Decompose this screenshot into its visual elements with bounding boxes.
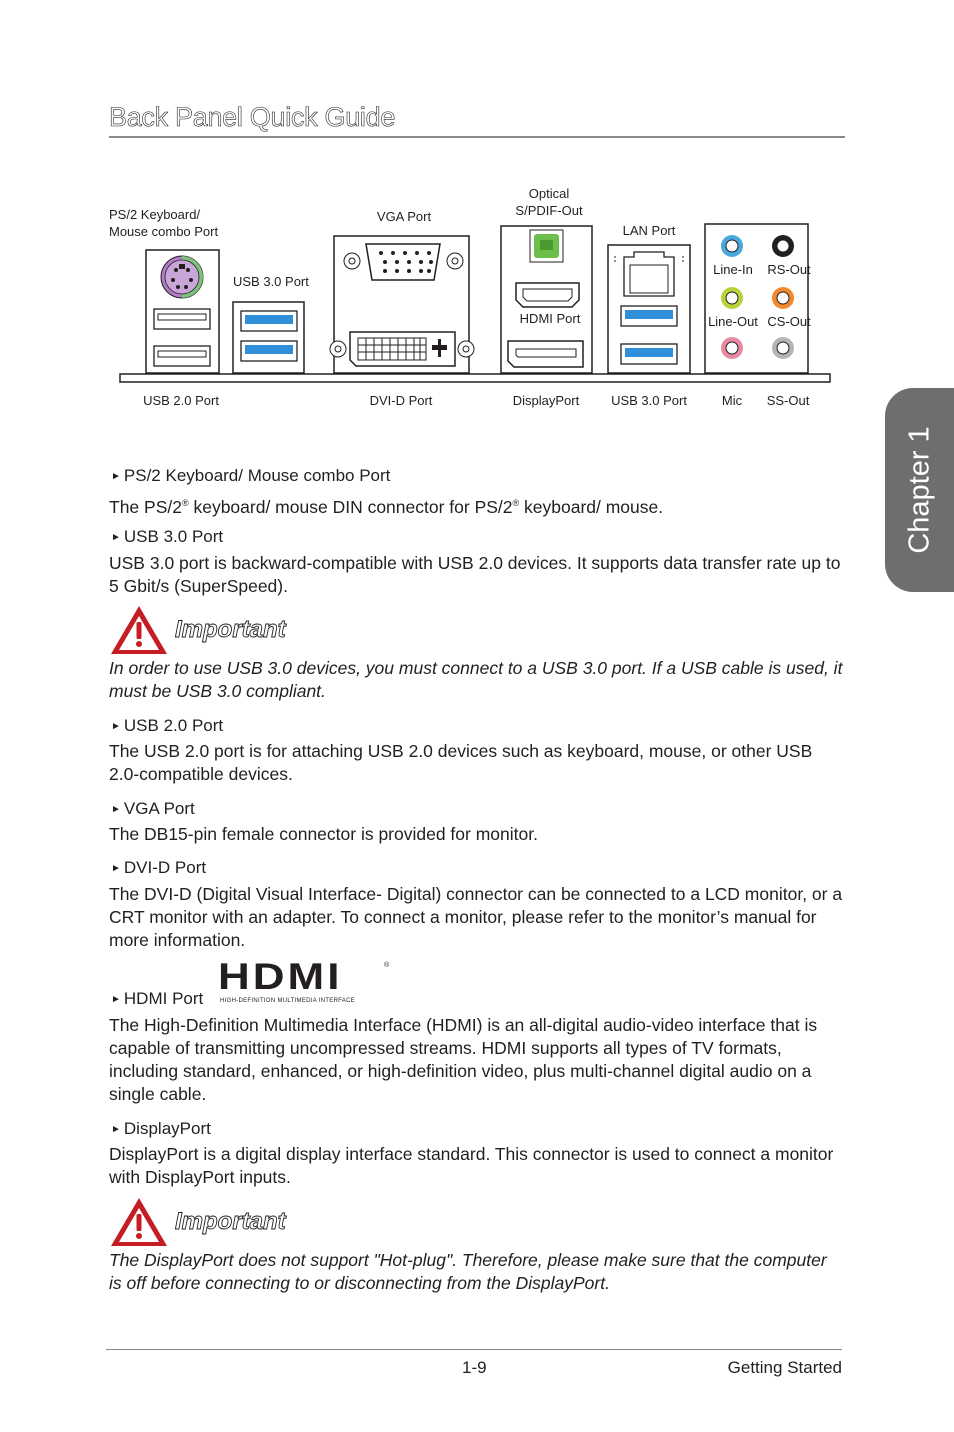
vga-dvi-block [330,236,474,373]
section-heading-usb20: ► USB 2.0 Port [111,716,224,735]
important-note-usb30 [109,604,286,661]
label-usb20: USB 2.0 Port [143,393,219,408]
lan-usb30-block [608,245,690,373]
important-text-displayport: The DisplayPort does not support "Hot-plug". Therefore, please make sure that the computer is off before connecting to or disconnecting from the DisplayPort. [109,1250,827,1293]
panel-base [120,374,830,382]
label-ps2-line2: Mouse combo Port [109,224,219,239]
section-body-usb30: USB 3.0 port is backward-compatible with USB 2.0 devices. It supports data transfer rate up to 5 Gbit/s (SuperSpeed). [109,553,841,596]
label-dvid: DVI-D Port [369,393,433,408]
bullet-triangle-icon: ► [111,804,121,815]
label-usb30-left: USB 3.0 Port [233,274,309,289]
audio-jacks-block [705,224,811,373]
section-body-vga: The DB15-pin female connector is provided for monitor. [109,824,538,844]
label-rs-out: RS-Out [767,262,811,277]
label-usb30-right: USB 3.0 Port [611,393,687,408]
important-note-displayport [109,1196,286,1253]
footer-divider [106,1349,842,1350]
chapter-tab-label: Chapter 1 [903,426,935,554]
label-vga: VGA Port [376,209,432,224]
hdmi-logo: HDMI ® HIGH-DEFINITION MULTIMEDIA INTERFACE [218,956,390,1004]
section-heading-ps2: ► PS/2 Keyboard/ Mouse combo Port [111,466,391,485]
bullet-triangle-icon: ► [111,532,121,543]
section-body-hdmi: The High-Definition Multimedia Interface (HDMI) is an all-digital audio-video interface that is capable of transmitting uncompressed streams. HDMI supports all types of TV formats, including standard, enhanced, or high-definition video, plus multi-channel digital audio on a single cable. [109,1015,818,1104]
section-body-ps2: The PS/2® keyboard/ mouse DIN connector for PS/2® keyboard/ mouse. [109,496,664,517]
bullet-triangle-icon: ► [111,721,121,732]
usb30-left-block [233,302,304,373]
page-title: Back Panel Quick Guide [109,102,396,132]
bullet-triangle-icon: ► [111,863,121,874]
section-heading-usb30: ► USB 3.0 Port [111,527,224,546]
section-body-dvid: The DVI-D (Digital Visual Interface- Digital) connector can be connected to a LCD monitor, or a CRT monitor with an adapter. To connect a monitor, please refer to the monitor’s manual for more information. [109,884,843,950]
label-cs-out: CS-Out [767,314,811,329]
section-body-displayport: DisplayPort is a digital display interface standard. This connector is used to connect a monitor with DisplayPort inputs. [109,1144,834,1187]
label-lan: LAN Port [622,223,676,238]
footer-section-name: Getting Started [727,1358,842,1377]
section-heading-vga: ► VGA Port [111,799,195,818]
bullet-triangle-icon: ► [111,1124,121,1135]
important-label: Important [175,616,286,643]
label-ss-out: SS-Out [766,393,810,408]
optical-hdmi-dp-block [501,226,592,373]
section-heading-hdmi: ► HDMI Port [111,989,204,1008]
label-optical: Optical [528,186,570,201]
label-displayport: DisplayPort [512,393,580,408]
section-heading-dvid: ► DVI-D Port [111,858,207,877]
bullet-triangle-icon: ► [111,471,121,482]
important-label: Important [175,1208,286,1235]
important-text-usb30: In order to use USB 3.0 devices, you must connect to a USB 3.0 port. If a USB cable is used, it must be USB 3.0 compliant. [109,658,843,701]
ps2-usb20-block [146,250,219,373]
vga-port-icon [366,244,440,280]
warning-icon [109,1196,169,1248]
label-optical-line2: S/PDIF-Out [515,203,583,218]
section-body-usb20: The USB 2.0 port is for attaching USB 2.0 devices such as keyboard, mouse, or other USB 2.0-compatible devices. [109,741,813,784]
label-ps2: PS/2 Keyboard/ [109,207,201,222]
label-hdmi: HDMI Port [519,311,581,326]
label-line-out: Line-Out [708,314,758,329]
label-mic: Mic [721,393,743,408]
warning-icon [109,604,169,656]
label-line-in: Line-In [713,262,753,277]
section-heading-displayport: ► DisplayPort [111,1119,211,1138]
bullet-triangle-icon: ► [111,994,121,1005]
page-number: 1-9 [462,1358,487,1377]
